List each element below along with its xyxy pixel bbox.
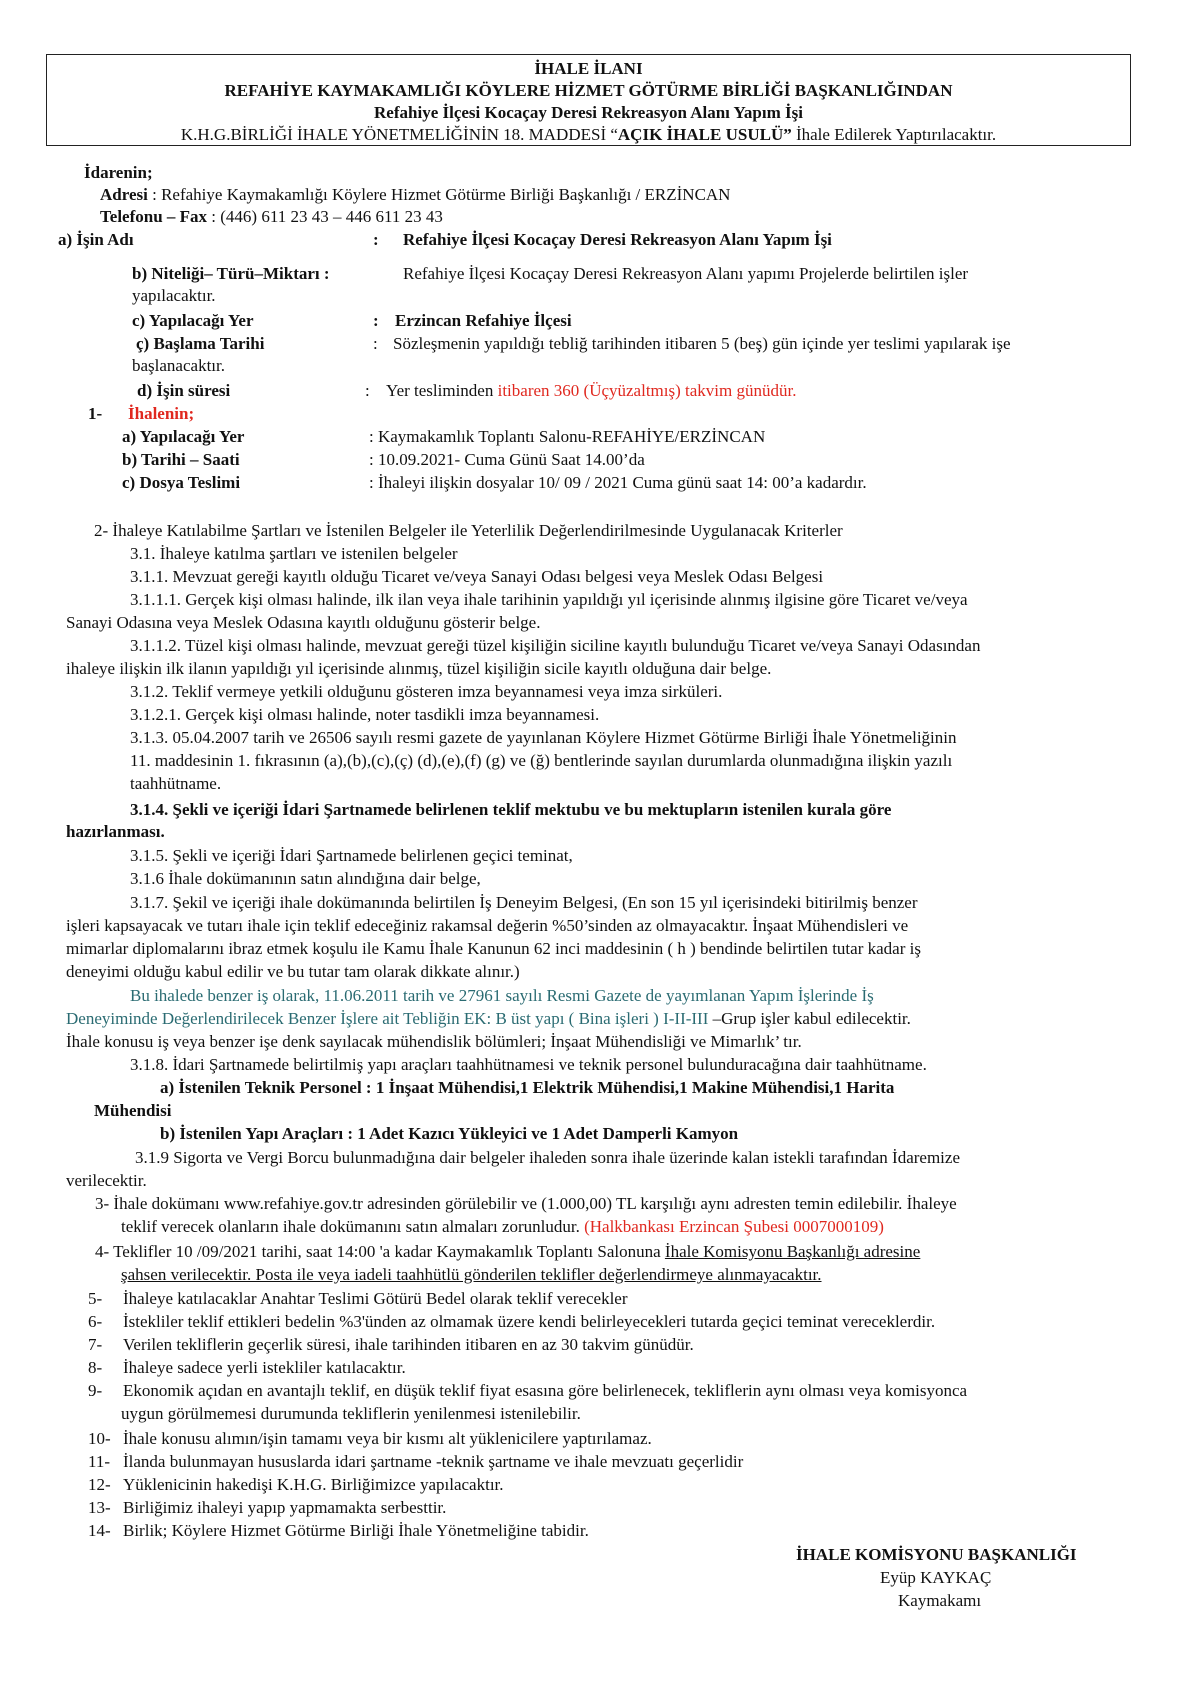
baslama-label: ç) Başlama Tarihi: [136, 334, 265, 353]
list-item: İhaleye katılacaklar Anahtar Teslimi Götürü Bedel olarak teklif verecekler: [123, 1289, 628, 1308]
header-project: Refahiye İlçesi Kocaçay Deresi Rekreasyon Alanı Yapım İşi: [374, 103, 803, 122]
idare-phone: Telefonu – Fax : (446) 611 23 43 – 446 611 23 43: [100, 207, 443, 226]
sure-value: Yer tesliminden itibaren 360 (Üçyüzaltmış) takvim günüdür.: [386, 381, 797, 400]
list-item: Yüklenicinin hakedişi K.H.G. Birliğimizce yapılacaktır.: [123, 1475, 504, 1494]
list-item: uygun görülmemesi durumunda tekliflerin yenilenmesi istenilebilir.: [121, 1404, 581, 1423]
ihale-title: İhalenin;: [128, 404, 195, 423]
list-item: İhaleye sadece yerli istekliler katılacaktır.: [123, 1358, 406, 1377]
is-adi-label: a) İşin Adı: [58, 230, 134, 249]
list-item-number: 11-: [88, 1452, 111, 1471]
yapilacagi-yer-value: Erzincan Refahiye İlçesi: [395, 311, 572, 330]
list-item: Verilen tekliflerin geçerlik süresi, ihale tarihinden itibaren en az 30 takvim günüdür.: [123, 1335, 694, 1354]
list-item: Birlik; Köylere Hizmet Götürme Birliği İhale Yönetmeliğine tabidir.: [123, 1521, 589, 1540]
nitelik-label: b) Niteliği– Türü–Miktarı :: [132, 264, 330, 283]
signature-office: İHALE KOMİSYONU BAŞKANLIĞI: [796, 1545, 1077, 1564]
sure-label: d) İşin süresi: [137, 381, 231, 400]
baslama-value: Sözleşmenin yapıldığı tebliğ tarihinden itibaren 5 (beş) gün içinde yer teslimi yapılarak işe: [393, 334, 1011, 353]
list-item-number: 5-: [88, 1289, 103, 1308]
signature-title: Kaymakamı: [898, 1591, 982, 1610]
list-item: İhale konusu alımın/işin tamamı veya bir kısmı alt yüklenicilere yaptırılamaz.: [123, 1429, 652, 1448]
benzer-is-note: Bu ihalede benzer iş olarak, 11.06.2011 tarih ve 27961 sayılı Resmi Gazete de yayımlanan Yapım İşlerinde İş: [130, 986, 874, 1005]
idare-address: Adresi : Refahiye Kaymakamlığı Köylere Hizmet Götürme Birliği Başkanlığı / ERZİNCAN: [100, 185, 731, 204]
list-item: İstekliler teklif ettikleri bedelin %3'ünden az olmamak üzere kendi belirleyecekleri tutarda geçici teminat vereceklerdir.: [123, 1312, 936, 1331]
teknik-personel: a) İstenilen Teknik Personel : 1 İnşaat Mühendisi,1 Elektrik Mühendisi,1 Makine Mühendisi,1 Harita: [160, 1078, 895, 1097]
list-item-number: 12-: [88, 1475, 111, 1494]
list-item: Ekonomik açıdan en avantajlı teklif, en düşük teklif fiyat esasına göre belirlenecek, tekliflerin aynı olması veya komisyonca: [123, 1381, 968, 1400]
signature-name: Eyüp KAYKAÇ: [880, 1568, 992, 1587]
header-title: İHALE İLANI: [534, 59, 643, 78]
section-2-title: 2- İhaleye Katılabilme Şartları ve İstenilen Belgeler ile Yeterlilik Değerlendirilmesinde Uygulanacak Kriterler: [94, 521, 843, 540]
list-item-number: 14-: [88, 1521, 111, 1540]
header-regulation: K.H.G.BİRLİĞİ İHALE YÖNETMELİĞİNİN 18. MADDESİ “AÇIK İHALE USULÜ” İhale Edilerek Yaptırılacaktır.: [180, 125, 997, 144]
header-institution: REFAHİYE KAYMAKAMLIĞI KÖYLERE HİZMET GÖTÜRME BİRLİĞİ BAŞKANLIĞINDAN: [224, 81, 953, 100]
item-4: 4- Teklifler 10 /09/2021 tarihi, saat 14:00 'a kadar Kaymakamlık Toplantı Salonuna İhale Komisyonu Başkanlığı adresine: [95, 1242, 921, 1261]
list-item-number: 13-: [88, 1498, 111, 1517]
ihale-tarih: : 10.09.2021- Cuma Günü Saat 14.00’da: [369, 450, 645, 469]
yapi-araclari: b) İstenilen Yapı Araçları : 1 Adet Kazıcı Yükleyici ve 1 Adet Damperli Kamyon: [160, 1124, 739, 1143]
is-adi-value: Refahiye İlçesi Kocaçay Deresi Rekreasyon Alanı Yapım İşi: [403, 230, 832, 249]
list-item-number: 6-: [88, 1312, 103, 1331]
list-item-number: 9-: [88, 1381, 103, 1400]
list-item-number: 8-: [88, 1358, 103, 1377]
ihale-dosya: : İhaleyi ilişkin dosyalar 10/ 09 / 2021 Cuma günü saat 14: 00’a kadardır.: [369, 473, 867, 492]
item-3: 3- İhale dokümanı www.refahiye.gov.tr adresinden görülebilir ve (1.000,00) TL karşılığı aynı adresten temin edilebilir. İhaleye: [95, 1194, 957, 1213]
yapilacagi-yer-label: c) Yapılacağı Yer: [132, 311, 254, 330]
list-item-number: 7-: [88, 1335, 103, 1354]
list-item: İlanda bulunmayan hususlarda idari şartname -teknik şartname ve ihale mevzuatı geçerlidir: [123, 1452, 744, 1471]
nitelik-value: Refahiye İlçesi Kocaçay Deresi Rekreasyon Alanı yapımı Projelerde belirtilen işler: [403, 264, 969, 283]
ihale-yer: : Kaymakamlık Toplantı Salonu-REFAHİYE/ERZİNCAN: [369, 427, 766, 446]
list-item-number: 10-: [88, 1429, 111, 1448]
announcement-header: [46, 54, 1131, 146]
document-page: İHALE İLANI REFAHİYE KAYMAKAMLIĞI KÖYLERE HİZMET GÖTÜRME BİRLİĞİ BAŞKANLIĞINDAN Refahiye İlçesi Kocaçay Deresi Rekreasyon Alanı Yapım İşi K.H.G.BİRLİĞİ İHALE YÖNETMELİĞİNİN 18. MADDESİ “AÇIK İHALE USULÜ” İhale Edilerek Yaptırılacaktır. İdarenin; Adresi : Refahiye Kaymakamlığı Köylere Hizmet Götürme Birliği Başkanlığı / ERZİNCAN Telefonu – Fax : (446) 611 23 43 – 446 611 23 43 a) İşin Adı : Refahiye İlçesi Kocaçay Deresi Rekreasyon Alanı Yapım İşi b) Niteliği– Türü–Miktarı : Refahiye İlçesi Kocaçay Deresi Rekreasyon Alanı yapımı Projelerde belirtilen işler yapılacaktır. c) Yapılacağı Yer : Erzincan Refahiye İlçesi ç) Başlama Tarihi : Sözleşmenin yapıldığı tebliğ tarihinden itibaren 5 (beş) gün içinde yer teslimi yapılarak işe başlanacaktır. d) İşin süresi : Yer tesliminden itibaren 360 (Üçyüzaltmış) takvim günüdür. 1- İhalenin; a) Yapılacağı Yer : Kaymakamlık Toplantı Salonu-REFAHİYE/ERZİNCAN b) Tarihi – Saati : 10.09.2021- Cuma Günü Saat 14.00’da c) Dosya Teslimi : İhaleyi ilişkin dosyalar 10/ 09 / 2021 Cuma günü saat 14: 00’a kadardır. 2- İhaleye Katılabilme Şartları ve İstenilen Belgeler ile Yeterlilik Değerlendirilmesinde Uygulanacak Kriterler 3.1. İhaleye katılma şartları ve istenilen belgeler 3.1.1. Mevzuat gereği kayıtlı olduğu Ticaret ve/veya Sanayi Odası belgesi veya Meslek Odası Belgesi 3.1.1.1. Gerçek kişi olması halinde, ilk ilan veya ihale tarihinin yapıldığı yıl içerisinde alınmış ilgisine göre Ticaret ve/veya Sanayi Odasına veya Meslek Odasına kayıtlı olduğunu gösterir belge. 3.1.1.2. Tüzel kişi olması halinde, mevzuat gereği tüzel kişiliğin siciline kayıtlı bulunduğu Ticaret ve/veya Sanayi Odasından ihaleye ilişkin ilk ilanın yapıldığı yıl içerisinde alınmış, tüzel kişiliğin sicile kayıtlı olduğuna dair belge. 3.1.2. Teklif vermeye yetkili olduğunu gösteren imza beyannamesi veya imza sirküleri. 3.1.2.1. Gerçek kişi olması halinde, noter tasdikli imza beyannamesi. 3.1.3. 05.04.2007 tarih ve 26506 sayılı resmi gazete de yayınlanan Köylere Hizmet Götürme Birliği İhale Yönetmeliğinin 11. maddesinin 1. fıkrasının (a),(b),(c),(ç) (d),(e),(f) (g) ve (ğ) bentlerinde sayılan durumlarda olunmadığına ilişkin yazılı taahhütname. 3.1.4. Şekli ve içeriği İdari Şartnamede belirlenen teklif mektubu ve bu mektupların istenilen kurala göre hazırlanması. 3.1.5. Şekli ve içeriği İdari Şartnamede belirlenen geçici teminat, 3.1.6 İhale dokümanının satın alındığına dair belge, 3.1.7. Şekil ve içeriği ihale dokümanında belirtilen İş Deneyim Belgesi, (En son 15 yıl içerisindeki bitirilmiş benzer işleri kapsayacak ve tutarı ihale için teklif edeceğiniz rakamsal değerin %50’sinden az olmayacaktır. İnşaat Mühendisleri ve mimarlar diplomalarını ibraz etmek koşulu ile Kamu İhale Kanunun 62 inci maddesinin ( h ) bendinde belirtilen tutar kadar iş deneyimi olduğu kabul edilir ve bu tutar tam olarak dikkate alınır.) Bu ihalede benzer iş olarak, 11.06.2011 tarih ve 27961 sayılı Resmi Gazete de yayımlanan Yapım İşlerinde İş Deneyiminde Değerlendirilecek Benzer İşlere ait Tebliğin EK: B üst yapı ( Bina işleri ) I-II-III –Grup işler kabul edilecektir. İhale konusu iş veya benzer işe denk sayılacak mühendislik bölümleri; İnşaat Mühendisliği ve Mimarlık’ tır. 3.1.8. İdari Şartnamede belirtilmiş yapı araçları taahhütnamesi ve teknik personel bulunduracağına dair taahhütname. a) İstenilen Teknik Personel : 1 İnşaat Mühendisi,1 Elektrik Mühendisi,1 Makine Mühendisi,1 Harita Mühendisi b) İstenilen Yapı Araçları : 1 Adet Kazıcı Yükleyici ve 1 Adet Damperli Kamyon 3.1.9 Sigorta ve Vergi Borcu bulunmadığına dair belgeler ihaleden sonra ihale üzerinde kalan istekli tarafından İdaremize verilecektir. 3- İhale dokümanı www.refahiye.gov.tr adresinden görülebilir ve (1.000,00) TL karşılığı aynı adresten temin edilebilir. İhaleye teklif verecek olanların ihale dokümanını satın almaları zorunludur. (Halkbankası Erzincan Şubesi 0007000109) 4- Teklifler 10 /09/2021 tarihi, saat 14:00 'a kadar Kaymakamlık Toplantı Salonuna İhale Komisyonu Başkanlığı adresine şahsen verilecektir. Posta ile veya iadeli taahhütlü gönderilen teklifler değerlendirmeye alınmayacaktır. 5- İhaleye katılacaklar Anahtar Teslimi Götürü Bedel olarak teklif verecekler 6- İstekliler teklif ettikleri bedelin %3'ünden az olmamak üzere kendi belirleyecekleri tutarda geçici teminat vereceklerdir. 7- Verilen tekliflerin geçerlik süresi, ihale tarihinden itibaren en az 30 takvim günüdür. 8- İhaleye sadece yerli istekliler katılacaktır. 9- Ekonomik açıdan en avantajlı teklif, en düşük teklif fiyat esasına göre belirlenecek, tekliflerin aynı olması veya komisyonca uygun görülmemesi durumunda tekliflerin yenilenmesi istenilebilir. 10- İhale konusu alımın/işin tamamı veya bir kısmı alt yüklenicilere yaptırılamaz. 11- İlanda bulunmayan hususlarda idari şartname -teknik şartname ve ihale mevzuatı geçerlidir 12- Yüklenicinin hakedişi K.H.G. Birliğimizce yapılacaktır. 13- Birliğimiz ihaleyi yapıp yapmamakta serbesttir. 14- Birlik; Köylere Hizmet Götürme Birliği İhale Yönetmeliğine tabidir. İHALE KOMİSYONU BAŞKANLIĞI Eyüp KAYKAÇ Kaymakamı: [0, 0, 1200, 1697]
list-item: Birliğimiz ihaleyi yapıp yapmamakta serbesttir.: [123, 1498, 447, 1517]
idare-title: İdarenin;: [84, 163, 153, 182]
